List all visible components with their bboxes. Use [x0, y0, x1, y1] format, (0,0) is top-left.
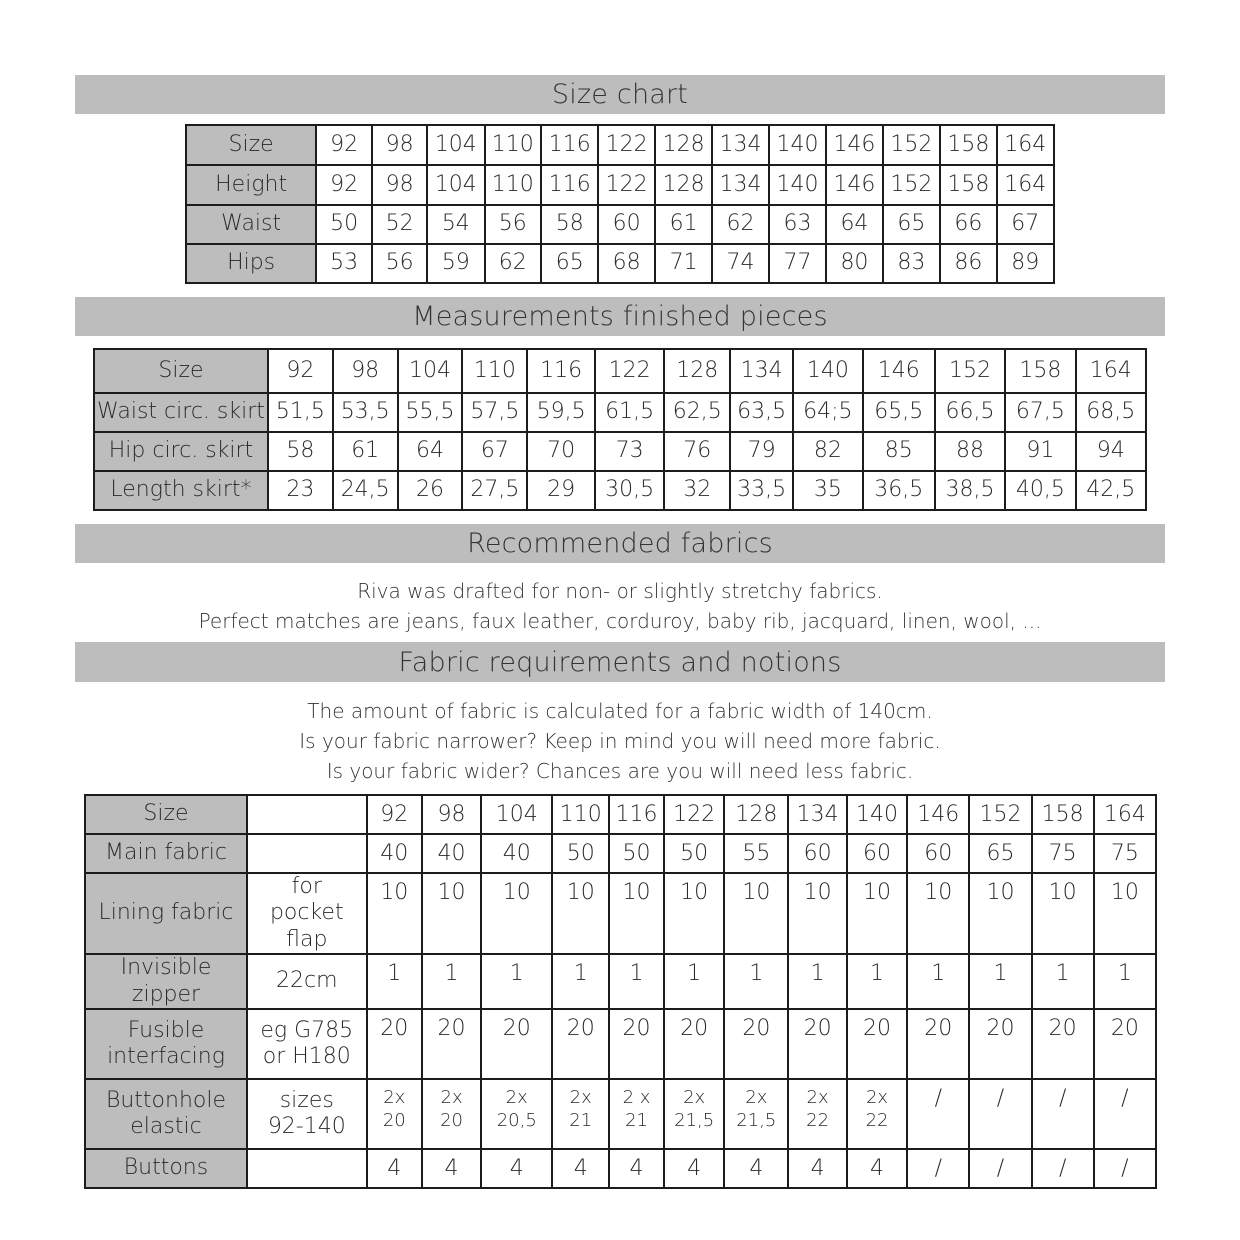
- value-cell: 128: [724, 795, 788, 834]
- row-note: [247, 1149, 367, 1188]
- table-row: [85, 873, 1156, 954]
- finished-header: [75, 297, 1165, 336]
- row-note: [247, 834, 367, 873]
- requirements-header: [75, 642, 1165, 682]
- value-cell: 104: [427, 165, 484, 205]
- value-cell: 50: [664, 834, 724, 873]
- value-cell: 50: [609, 834, 664, 873]
- value-cell: 20: [1032, 1009, 1094, 1079]
- value-cell: 20: [847, 1009, 907, 1079]
- value-cell: 152: [935, 349, 1005, 393]
- value-cell: 158: [1005, 349, 1075, 393]
- value-cell: 61,5: [595, 393, 664, 432]
- value-cell: 164: [1076, 349, 1146, 393]
- value-cell: 53,5: [333, 393, 398, 432]
- value-cell: 62: [712, 205, 769, 244]
- value-cell: 67: [462, 432, 527, 471]
- value-cell: 92: [316, 125, 372, 165]
- row-label: Length skirt*: [94, 471, 268, 510]
- value-cell: 122: [598, 125, 655, 165]
- value-cell: 2 x 21: [609, 1079, 664, 1149]
- value-cell: 33,5: [730, 471, 793, 510]
- value-cell: /: [1032, 1149, 1094, 1188]
- value-cell: 20: [422, 1009, 481, 1079]
- value-cell: 134: [730, 349, 793, 393]
- value-cell: 140: [847, 795, 907, 834]
- row-note: 22cm: [247, 954, 367, 1009]
- value-cell: 75: [1032, 834, 1094, 873]
- value-cell: 68: [598, 244, 655, 283]
- value-cell: /: [969, 1149, 1031, 1188]
- value-cell: 2x 20: [422, 1079, 481, 1149]
- table-row: [94, 393, 1146, 432]
- value-cell: 4: [367, 1149, 422, 1188]
- value-cell: 74: [712, 244, 769, 283]
- value-cell: 29: [527, 471, 595, 510]
- value-cell: 104: [427, 125, 484, 165]
- value-cell: 10: [552, 873, 609, 954]
- table-row: [94, 432, 1146, 471]
- table-row: [186, 125, 1054, 165]
- row-label: Waist circ. skirt: [94, 393, 268, 432]
- value-cell: 75: [1094, 834, 1156, 873]
- value-cell: 10: [724, 873, 788, 954]
- value-cell: 98: [422, 795, 481, 834]
- value-cell: /: [1094, 1149, 1156, 1188]
- value-cell: 62,5: [664, 393, 730, 432]
- value-cell: 10: [847, 873, 907, 954]
- value-cell: 60: [598, 205, 655, 244]
- requirements-title: Fabric requirements and notions: [398, 646, 842, 678]
- value-cell: 134: [788, 795, 847, 834]
- requirements-line: The amount of fabric is calculated for a fabric width of 140cm.: [307, 699, 933, 723]
- row-label: Buttons: [85, 1149, 247, 1188]
- value-cell: 63: [769, 205, 826, 244]
- value-cell: 82: [793, 432, 862, 471]
- value-cell: 116: [541, 165, 598, 205]
- value-cell: 1: [788, 954, 847, 1009]
- size-chart-header: [75, 75, 1165, 114]
- value-cell: 64;5: [793, 393, 862, 432]
- value-cell: 88: [935, 432, 1005, 471]
- table-row: [94, 349, 1146, 393]
- row-label: Hip circ. skirt: [94, 432, 268, 471]
- row-label: Invisible zipper: [85, 954, 247, 1009]
- value-cell: 140: [793, 349, 862, 393]
- value-cell: 60: [907, 834, 969, 873]
- value-cell: 32: [664, 471, 730, 510]
- value-cell: 20: [367, 1009, 422, 1079]
- value-cell: 53: [316, 244, 372, 283]
- value-cell: 128: [655, 165, 712, 205]
- value-cell: 98: [333, 349, 398, 393]
- value-cell: 63,5: [730, 393, 793, 432]
- value-cell: 56: [485, 205, 542, 244]
- value-cell: 2x 20: [367, 1079, 422, 1149]
- value-cell: 1: [552, 954, 609, 1009]
- table-row: [85, 1009, 1156, 1079]
- value-cell: 50: [316, 205, 372, 244]
- value-cell: 10: [664, 873, 724, 954]
- value-cell: 1: [1032, 954, 1094, 1009]
- value-cell: 58: [541, 205, 598, 244]
- value-cell: 164: [1094, 795, 1156, 834]
- value-cell: 134: [712, 125, 769, 165]
- size-chart-title: Size chart: [551, 79, 689, 110]
- value-cell: 64: [826, 205, 883, 244]
- value-cell: 110: [462, 349, 527, 393]
- requirements-table: [84, 794, 1157, 1189]
- value-cell: 65: [969, 834, 1031, 873]
- value-cell: 98: [372, 165, 427, 205]
- finished-title: Measurements finished pieces: [412, 301, 828, 332]
- value-cell: 152: [883, 125, 940, 165]
- value-cell: 1: [724, 954, 788, 1009]
- finished-table: [93, 348, 1147, 511]
- value-cell: 71: [655, 244, 712, 283]
- value-cell: 158: [940, 125, 997, 165]
- value-cell: 30,5: [595, 471, 664, 510]
- fabrics-line: Riva was drafted for non- or slightly stretchy fabrics.: [357, 579, 883, 603]
- fabrics-line: Perfect matches are jeans, faux leather, corduroy, baby rib, jacquard, linen, wool, ...: [198, 609, 1042, 633]
- value-cell: 61: [655, 205, 712, 244]
- value-cell: /: [969, 1079, 1031, 1149]
- value-cell: 10: [422, 873, 481, 954]
- value-cell: 20: [907, 1009, 969, 1079]
- value-cell: 146: [863, 349, 935, 393]
- value-cell: 4: [724, 1149, 788, 1188]
- value-cell: 76: [664, 432, 730, 471]
- value-cell: 164: [997, 165, 1054, 205]
- value-cell: 85: [863, 432, 935, 471]
- value-cell: 70: [527, 432, 595, 471]
- value-cell: 116: [527, 349, 595, 393]
- table-row: [94, 471, 1146, 510]
- value-cell: 20: [724, 1009, 788, 1079]
- value-cell: 1: [1094, 954, 1156, 1009]
- row-note: [247, 795, 367, 834]
- value-cell: 128: [655, 125, 712, 165]
- value-cell: 66,5: [935, 393, 1005, 432]
- value-cell: 86: [940, 244, 997, 283]
- value-cell: 40: [367, 834, 422, 873]
- requirements-text: [75, 696, 1165, 786]
- value-cell: 116: [609, 795, 664, 834]
- value-cell: 67: [997, 205, 1054, 244]
- row-label: Lining fabric: [85, 873, 247, 954]
- value-cell: 23: [268, 471, 333, 510]
- value-cell: 10: [609, 873, 664, 954]
- value-cell: 27,5: [462, 471, 527, 510]
- row-label: Waist: [186, 205, 316, 244]
- table-row: [85, 1149, 1156, 1188]
- value-cell: 104: [481, 795, 552, 834]
- value-cell: 2x 21,5: [664, 1079, 724, 1149]
- value-cell: 1: [367, 954, 422, 1009]
- value-cell: 59,5: [527, 393, 595, 432]
- value-cell: 42,5: [1076, 471, 1146, 510]
- value-cell: 4: [788, 1149, 847, 1188]
- value-cell: 110: [552, 795, 609, 834]
- value-cell: /: [907, 1079, 969, 1149]
- row-label: Main fabric: [85, 834, 247, 873]
- value-cell: 10: [1032, 873, 1094, 954]
- value-cell: 65,5: [863, 393, 935, 432]
- fabrics-title: Recommended fabrics: [467, 528, 773, 559]
- value-cell: 1: [481, 954, 552, 1009]
- row-label: Size: [94, 349, 268, 393]
- value-cell: 140: [769, 125, 826, 165]
- value-cell: 122: [664, 795, 724, 834]
- value-cell: 94: [1076, 432, 1146, 471]
- table-row: [85, 954, 1156, 1009]
- requirements-line: Is your fabric narrower? Keep in mind you will need more fabric.: [299, 729, 941, 753]
- row-label: Fusible interfacing: [85, 1009, 247, 1079]
- fabrics-header: [75, 524, 1165, 563]
- value-cell: 66: [940, 205, 997, 244]
- value-cell: 92: [268, 349, 333, 393]
- value-cell: 122: [598, 165, 655, 205]
- value-cell: 10: [481, 873, 552, 954]
- value-cell: 20: [552, 1009, 609, 1079]
- value-cell: 2x 20,5: [481, 1079, 552, 1149]
- value-cell: 52: [372, 205, 427, 244]
- value-cell: 83: [883, 244, 940, 283]
- value-cell: 51,5: [268, 393, 333, 432]
- value-cell: 2x 22: [847, 1079, 907, 1149]
- value-cell: 1: [907, 954, 969, 1009]
- value-cell: 1: [847, 954, 907, 1009]
- value-cell: 4: [664, 1149, 724, 1188]
- row-note: sizes 92-140: [247, 1079, 367, 1149]
- value-cell: 10: [788, 873, 847, 954]
- value-cell: 20: [609, 1009, 664, 1079]
- value-cell: 146: [826, 165, 883, 205]
- row-label: Size: [186, 125, 316, 165]
- value-cell: 158: [940, 165, 997, 205]
- value-cell: 4: [481, 1149, 552, 1188]
- value-cell: 20: [1094, 1009, 1156, 1079]
- value-cell: 110: [485, 125, 542, 165]
- table-row: [85, 795, 1156, 834]
- value-cell: 65: [883, 205, 940, 244]
- value-cell: 92: [316, 165, 372, 205]
- row-label: Hips: [186, 244, 316, 283]
- value-cell: 20: [788, 1009, 847, 1079]
- value-cell: 10: [907, 873, 969, 954]
- value-cell: 26: [398, 471, 463, 510]
- value-cell: 24,5: [333, 471, 398, 510]
- value-cell: 50: [552, 834, 609, 873]
- value-cell: 20: [664, 1009, 724, 1079]
- row-label: Size: [85, 795, 247, 834]
- value-cell: 134: [712, 165, 769, 205]
- value-cell: 4: [422, 1149, 481, 1188]
- table-row: [186, 205, 1054, 244]
- value-cell: 1: [969, 954, 1031, 1009]
- value-cell: 67,5: [1005, 393, 1075, 432]
- row-label: Height: [186, 165, 316, 205]
- table-row: [85, 1079, 1156, 1149]
- value-cell: 140: [769, 165, 826, 205]
- value-cell: 122: [595, 349, 664, 393]
- value-cell: 89: [997, 244, 1054, 283]
- value-cell: 158: [1032, 795, 1094, 834]
- value-cell: 152: [969, 795, 1031, 834]
- value-cell: 61: [333, 432, 398, 471]
- value-cell: 104: [398, 349, 463, 393]
- fabrics-text: [75, 576, 1165, 636]
- value-cell: 91: [1005, 432, 1075, 471]
- value-cell: 110: [485, 165, 542, 205]
- value-cell: 4: [847, 1149, 907, 1188]
- value-cell: 35: [793, 471, 862, 510]
- value-cell: 65: [541, 244, 598, 283]
- value-cell: 2x 21,5: [724, 1079, 788, 1149]
- value-cell: 55: [724, 834, 788, 873]
- table-row: [186, 165, 1054, 205]
- value-cell: 38,5: [935, 471, 1005, 510]
- value-cell: /: [907, 1149, 969, 1188]
- row-label: Buttonhole elastic: [85, 1079, 247, 1149]
- value-cell: 146: [907, 795, 969, 834]
- value-cell: 79: [730, 432, 793, 471]
- row-note: for pocket flap: [247, 873, 367, 954]
- value-cell: 73: [595, 432, 664, 471]
- value-cell: /: [1094, 1079, 1156, 1149]
- value-cell: 20: [969, 1009, 1031, 1079]
- value-cell: 57,5: [462, 393, 527, 432]
- value-cell: 10: [969, 873, 1031, 954]
- row-note: eg G785 or H180: [247, 1009, 367, 1079]
- value-cell: 1: [664, 954, 724, 1009]
- value-cell: 1: [609, 954, 664, 1009]
- value-cell: 116: [541, 125, 598, 165]
- value-cell: 40: [422, 834, 481, 873]
- value-cell: 80: [826, 244, 883, 283]
- value-cell: 1: [422, 954, 481, 1009]
- value-cell: 128: [664, 349, 730, 393]
- value-cell: 4: [552, 1149, 609, 1188]
- value-cell: 60: [788, 834, 847, 873]
- value-cell: 59: [427, 244, 484, 283]
- value-cell: 152: [883, 165, 940, 205]
- value-cell: 56: [372, 244, 427, 283]
- value-cell: /: [1032, 1079, 1094, 1149]
- value-cell: 54: [427, 205, 484, 244]
- value-cell: 58: [268, 432, 333, 471]
- value-cell: 98: [372, 125, 427, 165]
- value-cell: 92: [367, 795, 422, 834]
- value-cell: 68,5: [1076, 393, 1146, 432]
- value-cell: 40,5: [1005, 471, 1075, 510]
- value-cell: 36,5: [863, 471, 935, 510]
- value-cell: 77: [769, 244, 826, 283]
- value-cell: 146: [826, 125, 883, 165]
- value-cell: 10: [367, 873, 422, 954]
- value-cell: 40: [481, 834, 552, 873]
- requirements-line: Is your fabric wider? Chances are you will need less fabric.: [326, 759, 914, 783]
- value-cell: 4: [609, 1149, 664, 1188]
- value-cell: 20: [481, 1009, 552, 1079]
- value-cell: 10: [1094, 873, 1156, 954]
- value-cell: 62: [485, 244, 542, 283]
- value-cell: 164: [997, 125, 1054, 165]
- table-row: [186, 244, 1054, 283]
- value-cell: 55,5: [398, 393, 463, 432]
- value-cell: 64: [398, 432, 463, 471]
- size-chart-table: [185, 124, 1055, 284]
- value-cell: 2x 22: [788, 1079, 847, 1149]
- table-row: [85, 834, 1156, 873]
- value-cell: 2x 21: [552, 1079, 609, 1149]
- value-cell: 60: [847, 834, 907, 873]
